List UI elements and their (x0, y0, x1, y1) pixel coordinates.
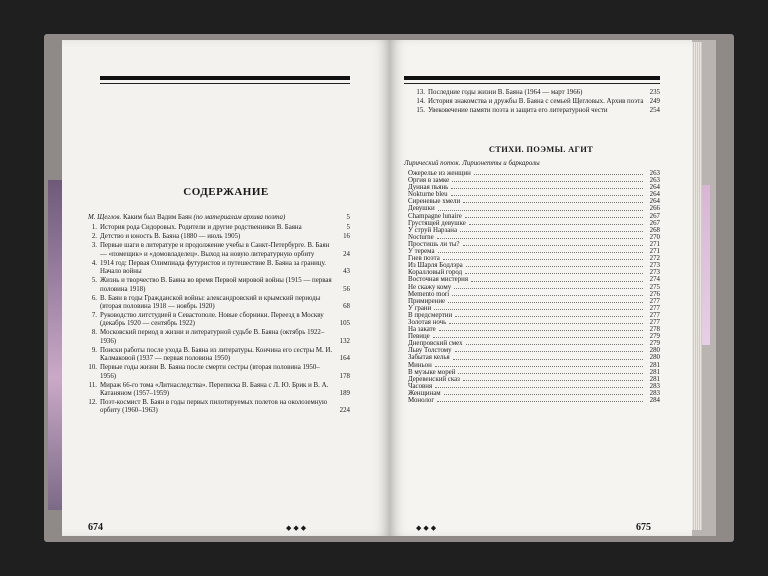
entry-page: 43 (343, 268, 350, 276)
entry-page: 16 (343, 233, 350, 241)
poem-title: Льву Толстому (408, 347, 452, 355)
poem-entry (408, 184, 660, 191)
leader-dots (474, 174, 643, 175)
entry-number: 13. (416, 89, 425, 96)
poem-title: У струй Нарзана (408, 226, 458, 234)
toc-entry (88, 224, 350, 232)
poem-page: 264 (649, 198, 660, 206)
entry-page: 164 (339, 355, 350, 363)
poem-title: Миньон (408, 361, 432, 369)
poem-title: На закате (408, 326, 436, 334)
entry-number: 10. (88, 364, 97, 372)
intro-page: 5 (346, 214, 350, 221)
page-number: 675 (636, 522, 651, 533)
poem-page: 263 (649, 177, 660, 185)
page-edges (692, 42, 702, 530)
poem-page: 273 (649, 262, 660, 270)
poem-title: У терема (408, 248, 435, 256)
header-rule-thick (404, 76, 660, 80)
entry-page: 249 (649, 98, 660, 105)
leader-dots (444, 394, 643, 395)
poem-entry (408, 340, 660, 347)
entry-number: 4. (91, 259, 97, 267)
poem-page: 283 (649, 382, 660, 390)
toc-entry (88, 277, 350, 294)
poem-entry (408, 262, 660, 269)
poem-entry (408, 284, 660, 291)
entry-page: 68 (343, 303, 350, 311)
leader-dots (465, 217, 643, 218)
leader-dots (455, 351, 643, 352)
entry-number: 3. (91, 242, 97, 250)
poem-title: Золотая ночь (408, 318, 447, 326)
poem-entry (408, 347, 660, 354)
poem-page: 266 (649, 205, 660, 213)
poem-page: 277 (649, 304, 660, 312)
poem-entry (408, 369, 660, 376)
poem-title: В предсмертии (408, 311, 453, 319)
poem-title: Champagne lunaire (408, 212, 462, 220)
section-title: СТИХИ. ПОЭМЫ. АГИТ (488, 144, 594, 154)
poem-page: 281 (649, 368, 660, 376)
toc-entry (88, 312, 350, 329)
toc-entry (88, 242, 350, 259)
poem-title: Оргия в замке (408, 177, 450, 185)
leader-dots (471, 281, 643, 282)
poem-page: 280 (649, 354, 660, 362)
poem-title: Днепровский смех (408, 340, 463, 348)
poem-page: 277 (649, 311, 660, 319)
poem-title: У грани (408, 304, 432, 312)
toc-entries (88, 224, 350, 415)
poem-entry (408, 248, 660, 255)
poem-title: Ожерелье из женщин (408, 170, 471, 177)
entry-number: 1. (91, 224, 97, 232)
entry-number: 2. (91, 233, 97, 241)
poem-entry (408, 362, 660, 369)
entry-title: Первые шаги в литературе и продолжение учебы в Санкт-Петербурге. В. Баян — «помещик» и «домовладелец». Выход на новую литературную орбиту (100, 242, 330, 258)
entry-page: 132 (339, 337, 350, 345)
entry-page: 24 (343, 250, 350, 258)
leader-dots (465, 273, 643, 274)
entry-number: 6. (91, 294, 97, 302)
intro-note: (по материалам архива поэта) (193, 214, 286, 221)
entry-title: Последние годы жизни В. Баяна (1964 — март 1966) (428, 89, 583, 96)
leader-dots (453, 359, 643, 360)
poem-entry (408, 298, 660, 305)
intro-author: М. Щеглов. (88, 214, 122, 221)
leader-dots (443, 259, 643, 260)
leader-dots (463, 202, 643, 203)
poem-title: Деревенский сказ (408, 375, 460, 383)
entry-number: 11. (88, 381, 97, 389)
leader-dots (438, 210, 643, 211)
poem-page: 268 (649, 226, 660, 234)
poem-page: 284 (649, 397, 660, 404)
entry-title: В. Баян в годы Гражданской войны: александровский и крымский периоды (вторая половина 1918 — ноябрь 1920) (100, 294, 321, 311)
header-rule-thin (404, 83, 660, 84)
poem-title: Женщинам (408, 389, 441, 397)
cover-art-strip (48, 180, 62, 510)
leader-dots (437, 238, 643, 239)
entry-title: История рода Сидоровых. Родители и другие родственники В. Баяна (100, 224, 302, 232)
entry-number: 9. (91, 346, 97, 354)
poem-title: Nokturne bleu (408, 191, 448, 199)
poem-entry (408, 255, 660, 262)
poem-entry (408, 241, 660, 248)
poem-entry (408, 170, 660, 177)
poem-title: Memento mori (408, 290, 450, 298)
poem-page: 280 (649, 347, 660, 355)
header-rule-thick (100, 76, 350, 80)
entry-page: 5 (346, 224, 350, 232)
toc-entry (88, 329, 350, 346)
entry-page: 254 (649, 107, 660, 114)
poem-page: 283 (649, 389, 660, 397)
poem-entry (408, 312, 660, 319)
poem-title: Гнев поэта (408, 255, 440, 263)
poem-title: Восточная мистерия (408, 276, 469, 284)
poem-entry (408, 198, 660, 205)
toc-entry (416, 107, 660, 115)
poem-entry (408, 305, 660, 312)
right-page (390, 40, 692, 536)
poem-page: 275 (649, 283, 660, 291)
ornament: ◆◆◆ (416, 524, 439, 532)
entry-page: 56 (343, 285, 350, 293)
toc-entry (88, 382, 350, 399)
poem-page: 279 (649, 333, 660, 341)
page-number: 674 (88, 522, 103, 533)
leader-dots (455, 316, 643, 317)
header-rule-thin (100, 83, 350, 84)
leader-dots (434, 309, 643, 310)
toc-right (416, 89, 660, 116)
poem-entry (408, 383, 660, 390)
poem-title: Коралловый город (408, 269, 463, 277)
poem-page: 264 (649, 191, 660, 199)
toc-entry (88, 233, 350, 241)
leader-dots (437, 401, 643, 402)
entry-page: 178 (339, 372, 350, 380)
poem-entry (408, 333, 660, 340)
leader-dots (469, 224, 643, 225)
poem-entry (408, 205, 660, 212)
entry-number: 8. (91, 329, 97, 337)
poem-entry (408, 234, 660, 241)
poem-page: 271 (649, 240, 660, 248)
poem-entry (408, 276, 660, 283)
toc-entry (88, 399, 350, 416)
ornament: ◆◆◆ (286, 524, 309, 532)
toc-entry (88, 295, 350, 312)
leader-dots (452, 181, 643, 182)
poem-page: 273 (649, 269, 660, 277)
poem-title: Nocturne (408, 233, 434, 241)
leader-dots (466, 266, 643, 267)
poem-page: 281 (649, 361, 660, 369)
entry-title: Увековечение памяти поэта и защита его литературной чести (428, 107, 608, 114)
poem-page: 274 (649, 276, 660, 284)
poem-entry (408, 177, 660, 184)
poem-title: Забытая келья (408, 354, 450, 362)
leader-dots (458, 373, 643, 374)
entry-title: Поэт-космист В. Баян в годы первых пилотируемых полетов на околоземную орбиту (1960–1963) (100, 399, 328, 415)
poem-entry (408, 269, 660, 276)
entry-title: Детство и юность В. Баяна (1880 — июль 1905) (100, 233, 241, 241)
entry-title: Жизнь и творчество В. Баяна во время Первой мировой войны (1915 — первая половина 1918) (100, 277, 332, 293)
entry-page: 189 (339, 390, 350, 398)
poem-list (408, 170, 660, 404)
toc-entry (416, 89, 660, 97)
entry-number: 7. (91, 312, 97, 320)
poem-title: Сиреневые хмели (408, 198, 461, 206)
poem-title: Грустящей девушке (408, 219, 466, 227)
poem-entry (408, 220, 660, 227)
leader-dots (466, 344, 643, 345)
poem-page: 264 (649, 184, 660, 192)
toc-entry (416, 98, 660, 106)
entry-number: 15. (416, 107, 425, 114)
toc-left (88, 214, 350, 416)
leader-dots (451, 195, 643, 196)
toc-entry (88, 364, 350, 381)
entry-number: 5. (91, 277, 97, 285)
leader-dots (438, 252, 643, 253)
poem-title: Девушки (408, 205, 435, 213)
poem-page: 263 (649, 170, 660, 177)
poem-page: 281 (649, 375, 660, 383)
poem-entry (408, 227, 660, 234)
entry-title: Первые годы жизни В. Баяна после смерти сестры (вторая половина 1950–1956) (100, 364, 320, 380)
leader-dots (451, 188, 643, 189)
leader-dots (463, 380, 643, 381)
leader-dots (433, 337, 643, 338)
poem-page: 267 (649, 219, 660, 227)
poem-page: 270 (649, 233, 660, 241)
entry-page: 235 (649, 89, 660, 96)
entry-number: 14. (416, 98, 425, 105)
poem-title: Простишь ли ты? (408, 240, 460, 248)
poem-page: 278 (649, 326, 660, 334)
leader-dots (452, 295, 643, 296)
page-title: СОДЕРЖАНИЕ (183, 186, 269, 198)
poem-title: Часовня (408, 382, 433, 390)
leader-dots (460, 231, 643, 232)
poem-page: 271 (649, 248, 660, 256)
poem-title: Из Шарля Бодлэра (408, 262, 463, 270)
toc-entry (88, 260, 350, 277)
poem-page: 279 (649, 340, 660, 348)
poem-entry (408, 291, 660, 298)
entry-page: 224 (339, 407, 350, 415)
poem-entry (408, 191, 660, 198)
entry-title: Мираж 66-го тома «Литнаследства». Переписка В. Баяна с Л. Ю. Брик и В. А. Катаняном (1957–1959) (100, 381, 329, 398)
poem-page: 277 (649, 297, 660, 305)
poem-entry (408, 319, 660, 326)
section-subhead: Лирический поток. Лирионетты и баркаролы (404, 160, 540, 167)
toc-entry (88, 347, 350, 364)
leader-dots (463, 245, 643, 246)
poem-title: Монолог (408, 397, 435, 404)
toc-intro (88, 214, 350, 222)
poem-entry (408, 326, 660, 333)
poem-title: В музыке морей (408, 368, 456, 376)
poem-title: Певице (408, 333, 430, 341)
entry-title: Поиски работы после ухода В. Баяна из литературы. Кончина его сестры М. И. Калмаковой (1937 — первая половина 1950) (100, 346, 333, 363)
poem-page: 267 (649, 212, 660, 220)
entry-number: 12. (88, 399, 97, 407)
intro-text: Каким был Вадим Баян (123, 214, 192, 221)
leader-dots (435, 366, 643, 367)
entry-title: 1914 год: Первая Олимпиада футуристов и путешествие В. Баяна за границу. Начало войны (100, 259, 326, 276)
leader-dots (435, 387, 643, 388)
poem-page: 276 (649, 290, 660, 298)
entry-page: 105 (339, 320, 350, 328)
leader-dots (439, 330, 643, 331)
poem-entry (408, 354, 660, 361)
poem-title: Не скажу кому (408, 283, 452, 291)
left-page (62, 40, 390, 536)
leader-dots (454, 288, 643, 289)
leader-dots (448, 302, 643, 303)
poem-title: Дунная пьянь (408, 184, 449, 192)
entry-title: Руководство литстудией в Севастополе. Новые сборники. Переезд в Москву (декабрь 1920 — сентябрь 1922) (100, 312, 324, 328)
poem-page: 277 (649, 318, 660, 326)
poem-entry (408, 376, 660, 383)
poem-entry (408, 390, 660, 397)
entry-title: Московский период в жизни и литературной судьбе В. Баяна (октябрь 1922–1936) (100, 329, 325, 345)
poem-entry (408, 213, 660, 220)
entry-title: История знакомства и дружбы В. Баяна с семьей Щегловых. Архив поэта (428, 98, 644, 105)
poem-title: Примирение (408, 297, 446, 305)
poem-page: 272 (649, 255, 660, 263)
poem-entry (408, 397, 660, 404)
leader-dots (449, 323, 643, 324)
